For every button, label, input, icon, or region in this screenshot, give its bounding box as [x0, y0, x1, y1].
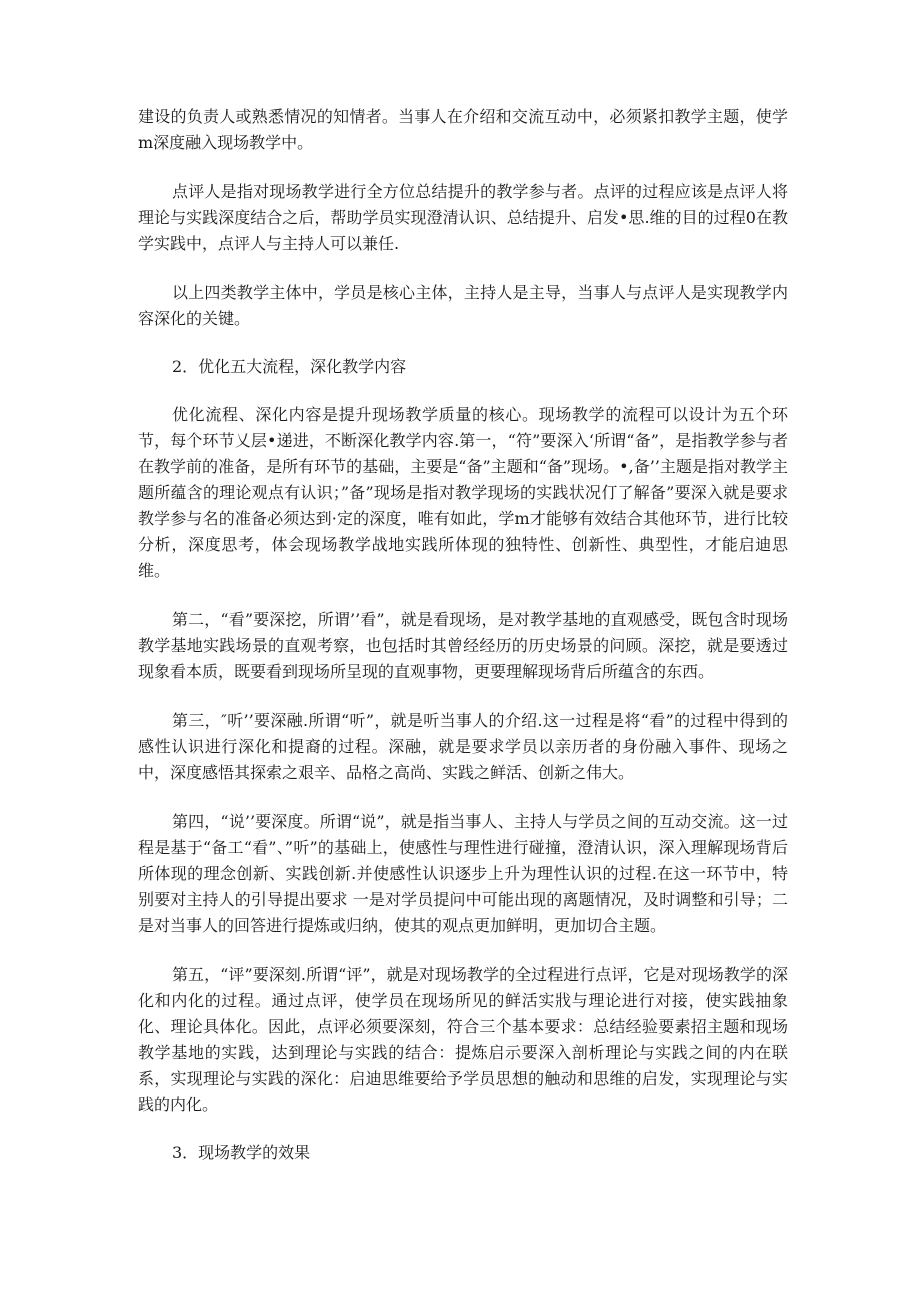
paragraph-speak: 第四，“说’’要深度。所谓“说”，就是指当事人、主持人与学员之间的互动交流。这一过程是基于“备工“看”、”听”的基础上，使感性与理性进行碰撞，澄清认识，深入理解现场背后所体现的理念创新、实践创新.并使感性认识逐步上升为理性认识的过程.在这一环节中，特别要对主持人的引导提出要求 一是对学员提问中可能出现的离题情况，及时调整和引导；二是对当事人的回答进行提炼或归纳，使其的观点更加鲜明，更加切合主题。 — [138, 812, 788, 935]
paragraph-listen: 第三，″听’’要深融.所谓“听”，就是听当事人的介绍.这一过程是将“看”的过程中得到的感性认识进行深化和提裔的过程。深融，就是要求学员以亲历者的身份融入事件、现场之中，深度感悟其探索之艰辛、品格之高尚、实践之鲜活、创新之伟大。 — [138, 711, 788, 782]
document-page — [138, 104, 788, 1166]
paragraph-look: 第二，“看”要深挖，所谓’’看”，就是看现场，是对教学基地的直观感受，既包含时现场教学基地实践场景的直观考察，也包括时其曾经经历的历史场景的问顾。深挖，就是要透过现象看本质，既要看到现场所呈现的直观事物，更要理解现场背后所蕴含的东西。 — [138, 610, 788, 681]
paragraph-reviewer: 点评人是指对现场教学进行全方位总结提升的教学参与者。点评的过程应该是点评人将理论与实践深度结合之后，帮助学员实现澄清认识、总结提升、启发•思.维的目的过程0在教学实践中，点评人与主持人可以兼任. — [138, 182, 788, 253]
section-heading-2: 2．优化五大流程，深化教学内容 — [172, 357, 407, 376]
section-heading-3: 3．现场教学的效果 — [172, 1143, 311, 1162]
paragraph-review: 第五，“评”要深刻.所谓“评”，就是对现场教学的全过程进行点评，它是对现场教学的深化和内化的过程。通过点评，使学员在现场所见的鲜活实戕与理论进行对接，使实践抽象化、理论具体化。因此，点评必须要深刻，符合三个基本要求：总结经验要素招主题和现场教学基地的实践，达到理论与实践的结合：提炼启示要深入剖析理论与实践之间的内在联系，实现理论与实践的深化：启迪思维要给予学员思想的触动和思维的启发，实现理论与实践的内化。 — [138, 965, 788, 1114]
paragraph-prepare: 优化流程、深化内容是提升现场教学质量的核心。现场教学的流程可以设计为五个环节，每个环节乂层•递进，不断深化教学内容.第一，“符”要深入‘所谓“备”，是指教学参与者在教学前的准备，是所有环节的基础，主要是“备”主题和“备”现场。•,备’’主题是指对教学主题所蕴含的理论观点有认识；”备”现场是指对教学现场的实践状况仃了解备”要深入就是要求教学参与名的准备必须达到·定的深度，唯有如此，学m才能够有效结合其他环节，进行比较分析，深度思考，体会现场教学战地实践所体现的独特性、创新性、典型性，才能启迪思维。 — [138, 405, 788, 580]
paragraph-continuation: 建设的负责人或熟悉情况的知情者。当事人在介绍和交流互动中，必须紧扣教学主题，使学m深度融入现场教学中。 — [138, 107, 788, 152]
paragraph-four-subjects: 以上四类教学主体中，学员是核心主体，主持人是主导，当事人与点评人是实现教学内容深化的关键。 — [138, 283, 788, 328]
